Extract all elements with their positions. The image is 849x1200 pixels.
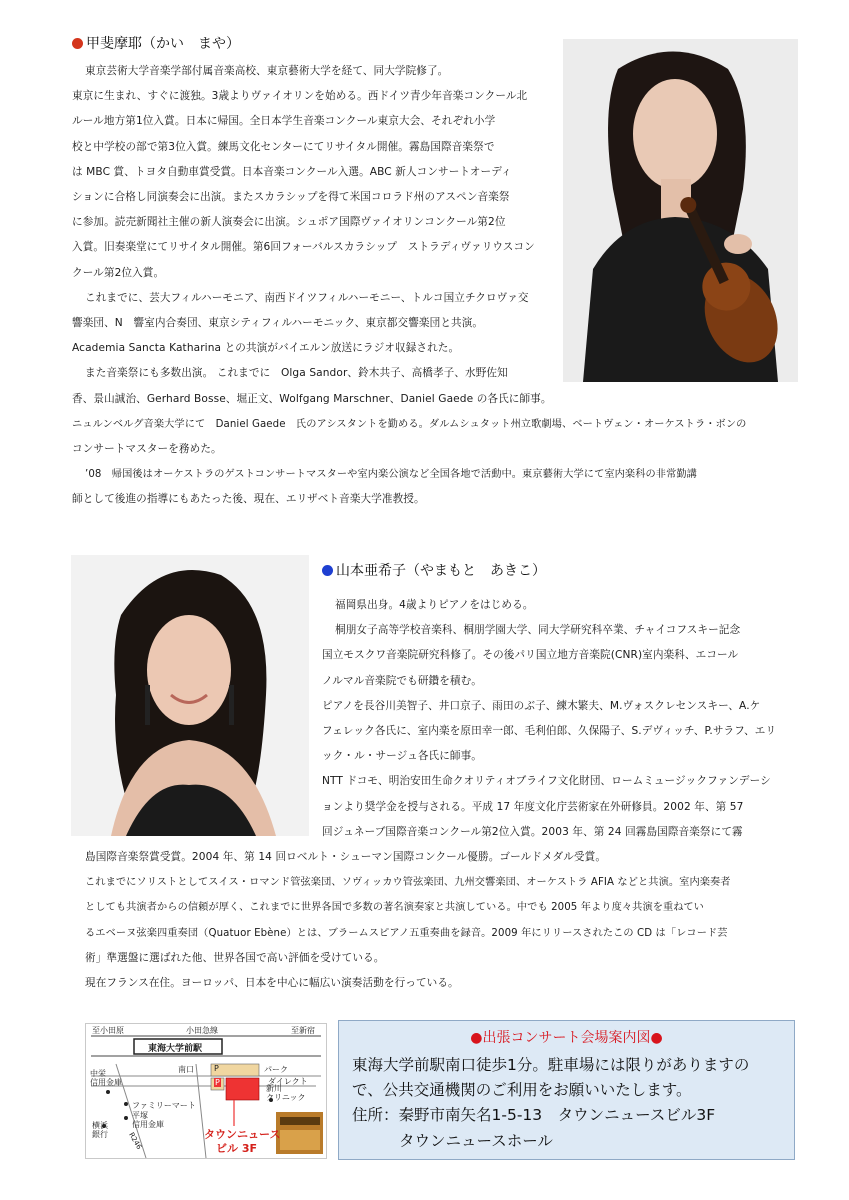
venue-info-line-1: 東海大学前駅南口徒歩1分。駐車場には限りがありますの (352, 1056, 750, 1074)
bio-line: 島国際音楽祭賞受賞。2004 年、第 14 回ロベルト・シューマン国際コンクール優勝。ゴールドメダル受賞。 (85, 851, 607, 863)
map-building-line2: ビル 3F (216, 1142, 257, 1155)
yamamoto-name-heading (322, 560, 546, 580)
bio-line: としても共演者からの信頼が厚く、これまでに世界各国で多数の著名演奏家と共演している。中でも 2005 年より度々共演を重ねてい (85, 902, 704, 914)
bio-line: ションに合格し同演奏会に出演。またスカラシップを得て米国コロラド州のアスペン音楽祭 (72, 191, 510, 204)
bio-line: ’08 帰国後はオーケストラのゲストコンサートマスターや室内楽公演など全国各地で活動中。東京藝術大学にて室内楽科の非常勤講 (85, 469, 697, 481)
venue-info-address: 住所：秦野市南矢名1-5-13 タウンニュースビル3F (352, 1106, 716, 1124)
map-station-name: 東海大学前駅 (148, 1044, 203, 1054)
map-parking-1: P (214, 1064, 219, 1073)
map-label-odakyu: 小田急線 (186, 1026, 218, 1035)
kai-name: 甲斐摩耶（かい まや） (86, 36, 240, 52)
map-south-exit: 南口 (178, 1065, 194, 1074)
map-clinic: 新川 クリニック (266, 1084, 306, 1102)
bio-line: これまでに、芸大フィルハーモニア、南西ドイツフィルハーモニー、トルコ国立チクロヴァ交 (85, 291, 529, 304)
bio-line: は MBC 賞、トヨタ自動車賞受賞。日本音楽コンクール入選。ABC 新人コンサートオーディ (72, 165, 512, 178)
bio-line: ピアノを長谷川美智子、井口京子、雨田のぶ子、練木繁夫、M.ヴォスクレセンスキー、A.ケ (322, 699, 761, 712)
bio-line: 桐朋女子高等学校音楽科、桐朋学園大学、同大学研究科卒業、チャイコフスキー記念 (335, 624, 741, 637)
bio-line: 響楽団、N 響室内合奏団、東京シティフィルハーモニック、東京都交響楽団と共演。 (72, 317, 484, 330)
map-parking-2: P (215, 1078, 220, 1087)
venue-info-heading: ●出張コンサート会場案内図● (470, 1030, 663, 1046)
bio-line: フェレック各氏に、室内楽を原田幸一郎、毛利伯郎、久保陽子、S.デヴィッチ、P.サラフ、エリ (322, 725, 777, 738)
bio-line: ョンより奨学金を授与される。平成 17 年度文化庁芸術家在外研修員。2002 年、第 57 (322, 800, 744, 813)
bio-line: に参加。読売新聞社主催の新人演奏会に出演。シュポア国際ヴァイオリンコンクール第2位 (72, 216, 506, 229)
yamamoto-bio-right (322, 593, 776, 845)
bio-line: 校と中学校の部で第3位入賞。練馬文化センターにてリサイタル開催。霧島国際音楽祭で (72, 140, 495, 153)
map-label-shinjuku: 至新宿 (291, 1026, 315, 1035)
yamamoto-photo (71, 555, 309, 836)
bio-line: また音楽祭にも多数出演。 これまでに Olga Sandor、鈴木共子、高橋孝子、水野佐知 (85, 367, 508, 380)
red-bullet-icon (72, 38, 83, 49)
venue-map (85, 1023, 327, 1159)
bio-line: クール第2位入賞。 (72, 266, 165, 279)
bio-line: 国立モスクワ音楽院研究科修了。その後パリ国立地方音楽院(CNR)室内楽科、エコール (322, 649, 739, 662)
bio-line: ック・ル・サージュ各氏に師事。 (322, 750, 482, 763)
map-bank3: 横浜 銀行 (92, 1121, 108, 1139)
venue-info-line-2: で、公共交通機関のご利用をお願いいたします。 (352, 1081, 692, 1099)
bio-line: 香、景山誠治、Gerhard Bosse、堀正文、Wolfgang Marschner、Daniel Gaede の各氏に師事。 (72, 392, 552, 405)
kai-bio (72, 59, 746, 513)
bio-line: これまでにソリストとしてスイス・ロマンド管弦楽団、ソヴィッカウ管弦楽団、九州交響楽団、オーケストラ AFIA などと共演。室内楽奏者 (85, 877, 731, 889)
map-bank1: 中栄 信用金庫 (90, 1069, 122, 1087)
bio-line: 東京に生まれ、すぐに渡独。3歳よりヴァイオリンを始める。西ドイツ青少年音楽コンクール北 (72, 90, 528, 103)
bio-line: 東京芸術大学音楽学部付属音楽高校、東京藝術大学を経て、同大学院修了。 (85, 65, 449, 77)
bio-line: 回ジュネーブ国際音楽コンクール第2位入賞。2003 年、第 24 回霧島国際音楽祭にて霧 (322, 825, 743, 838)
bio-line: 福岡県出身。4歳よりピアノをはじめる。 (335, 599, 534, 611)
map-park-label: パーク (264, 1065, 288, 1074)
yamamoto-name: 山本亜希子（やまもと あきこ） (336, 563, 546, 579)
venue-info-hall: タウンニュースホール (399, 1132, 553, 1150)
bio-line: 師として後進の指導にもあたった後、現在、エリザベト音楽大学准教授。 (72, 493, 425, 506)
bio-line: ルール地方第1位入賞。日本に帰国。全日本学生音楽コンクール東京大会、それぞれ小学 (72, 115, 496, 128)
map-direct-label: ダイレクト (268, 1077, 308, 1086)
bio-line: ノルマル音楽院でも研鑽を積む。 (322, 674, 482, 687)
bio-line: ニュルンベルグ音楽大学にて Daniel Gaede 氏のアシスタントを勤める。ダルムシュタット州立歌劇場、ベートヴェン・オーケストラ・ボンの (72, 418, 747, 430)
map-road-246: R246 (127, 1131, 144, 1151)
bio-line: 術」準選盤に選ばれた他、世界各国で高い評価を受けている。 (85, 951, 385, 964)
map-label-odawara: 至小田原 (92, 1026, 124, 1035)
bio-line: Academia Sancta Katharina との共演がバイエルン放送にラジオ収録された。 (72, 342, 460, 355)
map-bank2: 平塚 信用金庫 (132, 1111, 164, 1129)
pianist-portrait-image (71, 555, 309, 836)
yamamoto-bio-full (72, 845, 731, 996)
venue-info-box (338, 1020, 795, 1160)
bio-line: 現在フランス在住。ヨーロッパ、日本を中心に幅広い演奏活動を行っている。 (85, 977, 459, 990)
blue-bullet-icon (322, 565, 333, 576)
kai-name-heading (72, 33, 240, 53)
bio-line: コンサートマスターを務めた。 (72, 443, 222, 456)
map-building-line1: タウンニュース (204, 1128, 281, 1141)
bio-line: 入賞。旧奏楽堂にてリサイタル開催。第6回フォーバルスカラシップ ストラディヴァリウスコン (72, 241, 535, 254)
bio-line: るエベーヌ弦楽四重奏団（Quatuor Ebène）とは、ブラームスピアノ五重奏曲を録音。2009 年にリリースされたこの CD は「レコード芸 (85, 927, 728, 939)
map-family-mart: ファミリーマート (132, 1101, 196, 1110)
bio-line: NTT ドコモ、明治安田生命クオリティオブライフ文化財団、ロームミュージックファンデーシ (322, 775, 771, 788)
